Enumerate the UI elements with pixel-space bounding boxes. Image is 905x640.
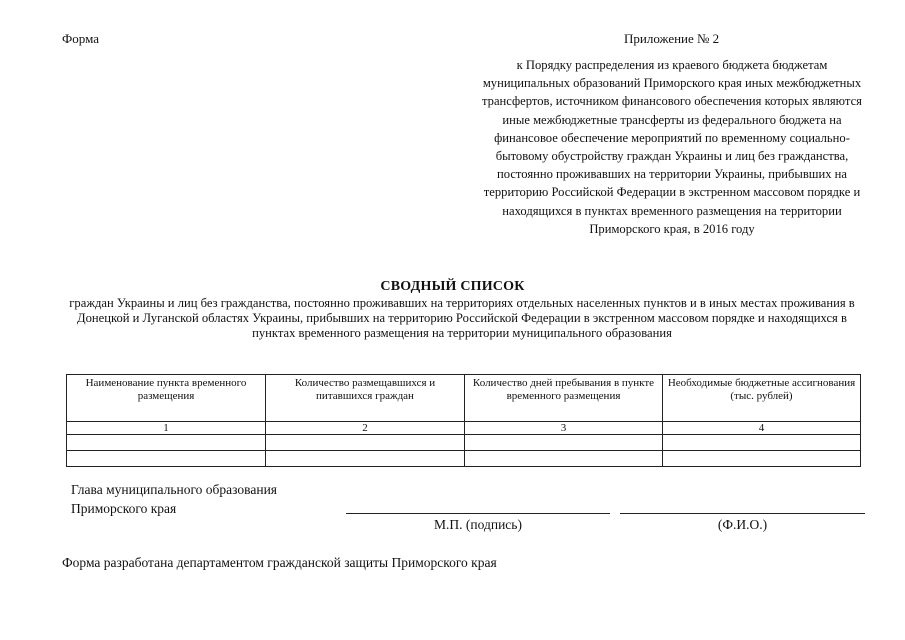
table-header-row <box>67 375 861 422</box>
table-cell <box>465 435 663 451</box>
column-header-citizens-count: Количество размещавшихся и питавшихся граждан <box>266 375 465 422</box>
head-title-line: Приморского края <box>71 501 177 516</box>
column-number: 1 <box>67 422 266 435</box>
table-cell <box>465 451 663 467</box>
appendix-label: Приложение № 2 <box>624 31 720 46</box>
summary-table <box>66 374 861 467</box>
footer-note: Форма разработана департаментом гражданской защиты Приморского края <box>62 555 497 570</box>
column-number: 2 <box>266 422 465 435</box>
full-name-label: (Ф.И.О.) <box>717 517 768 532</box>
column-number-row <box>67 422 861 435</box>
table-cell <box>67 451 266 467</box>
column-header-budget: Необходимые бюджетные ассигнования (тыс. рублей) <box>663 375 861 422</box>
document-subtitle: граждан Украины и лиц без гражданства, постоянно проживавших на территориях отдельных населенных пунктов и в иных местах проживания в Донецкой и Луганской областях Украины, прибывших на территорию Российской Федерации в экстренном массовом порядке и находящихся в пунктах временного размещения на территории муниципального образования <box>69 296 855 340</box>
table-cell <box>663 451 861 467</box>
head-title <box>71 480 277 518</box>
table-row <box>67 451 861 467</box>
table-cell <box>67 435 266 451</box>
column-header-days-count: Количество дней пребывания в пункте временного размещения <box>465 375 663 422</box>
table-cell <box>266 435 465 451</box>
stamp-signature-label: М.П. (подпись) <box>434 517 522 532</box>
form-label: Форма <box>62 31 99 46</box>
column-number: 3 <box>465 422 663 435</box>
name-line <box>620 513 865 514</box>
table-row <box>67 435 861 451</box>
column-number: 4 <box>663 422 861 435</box>
column-header-location: Наименование пункта временного размещения <box>67 375 266 422</box>
appendix-text: к Порядку распределения из краевого бюджета бюджетам муниципальных образований Приморского края иных межбюджетных трансфертов, источником финансового обеспечения которых являются иные межбюджетные трансферты из федерального бюджета на финансовое обеспечение мероприятий по временному социально-бытовому обустройству граждан Украины и лиц без гражданства, постоянно проживавших на территории Украины, прибывших на территорию Российской Федерации в экстренном массовом порядке и находящихся в пунктах временного размещения на территории Приморского края, в 2016 году <box>482 58 862 236</box>
head-title-line: Глава муниципального образования <box>71 482 278 497</box>
table-cell <box>663 435 861 451</box>
table-cell <box>266 451 465 467</box>
signature-line <box>346 513 610 514</box>
document-title: СВОДНЫЙ СПИСОК <box>380 279 525 294</box>
